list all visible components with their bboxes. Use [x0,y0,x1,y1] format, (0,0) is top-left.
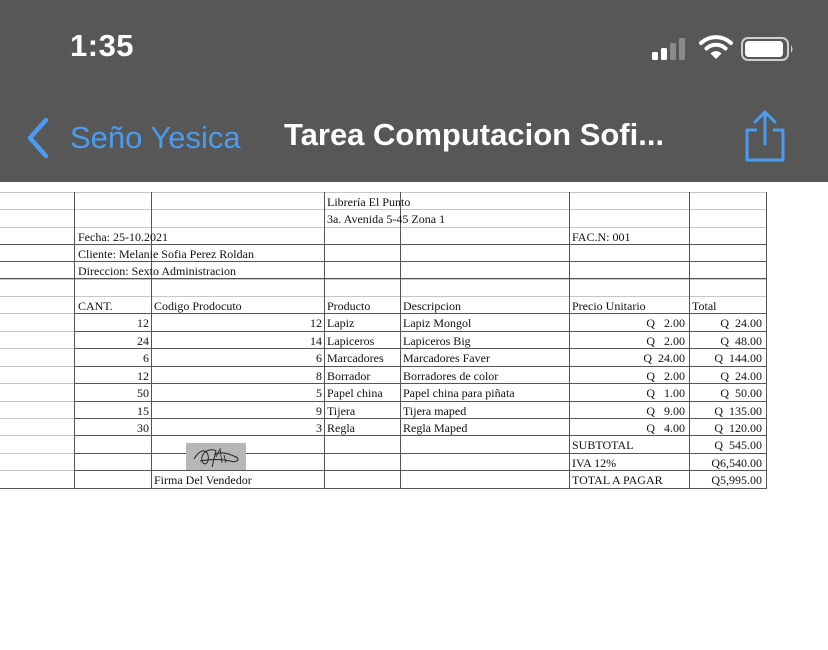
row-descripcion: Tijera maped [403,404,467,418]
row-descripcion: Regla Maped [403,421,468,435]
subtotal-value: Q 545.00 [714,438,762,452]
row-cant: 12 [137,316,149,330]
total-label: TOTAL A PAGAR [572,473,663,487]
iva-value: Q6,540.00 [711,456,762,470]
row-codigo: 8 [316,369,322,383]
share-icon[interactable] [742,110,788,164]
back-button[interactable] [22,112,241,164]
chevron-left-icon [22,116,56,160]
client-name: Cliente: Melanie Sofia Perez Roldan [78,247,254,261]
total-value: Q5,995.00 [711,473,762,487]
row-producto: Tijera [327,404,356,418]
signature-image [186,443,246,470]
row-descripcion: Papel china para piñata [403,386,515,400]
row-producto: Papel china [327,386,383,400]
row-codigo: 14 [310,334,322,348]
row-producto: Marcadores [327,351,384,365]
header-cant: CANT. [78,299,113,313]
back-label: Seño Yesica [70,120,241,155]
navigation-bar [0,0,828,182]
header-descripcion: Descripcion [403,299,461,313]
row-precio: Q 2.00 [646,316,685,330]
row-cant: 15 [137,404,149,418]
row-producto: Regla [327,421,355,435]
row-codigo: 12 [310,316,322,330]
header-precio: Precio Unitario [572,299,646,313]
row-precio: Q 1.00 [646,386,685,400]
row-precio: Q 24.00 [643,351,685,365]
row-codigo: 9 [316,404,322,418]
row-descripcion: Lapiceros Big [403,334,471,348]
row-cant: 24 [137,334,149,348]
row-codigo: 5 [316,386,322,400]
wifi-icon [699,34,733,60]
row-total: Q 144.00 [714,351,762,365]
cellular-signal-icon [652,38,692,60]
header-producto: Producto [327,299,371,313]
row-producto: Lapiceros [327,334,375,348]
row-producto: Lapiz [327,316,355,330]
subtotal-label: SUBTOTAL [572,438,634,452]
header-total: Total [692,299,717,313]
header-codigo: Codigo Prodocuto [154,299,242,313]
row-descripcion: Lapiz Mongol [403,316,472,330]
signature-scribble-icon [186,443,246,470]
store-address: 3a. Avenida 5-45 Zona 1 [327,212,446,226]
row-precio: Q 2.00 [646,334,685,348]
row-cant: 30 [137,421,149,435]
row-cant: 6 [143,351,149,365]
row-total: Q 48.00 [720,334,762,348]
invoice-number: FAC.N: 001 [572,230,631,244]
row-producto: Borrador [327,369,371,383]
row-total: Q 135.00 [714,404,762,418]
status-time: 1:35 [70,28,135,63]
row-total: Q 50.00 [720,386,762,400]
row-descripcion: Marcadores Faver [403,351,490,365]
row-codigo: 3 [316,421,322,435]
row-total: Q 120.00 [714,421,762,435]
row-cant: 12 [137,369,149,383]
client-direction: Direccion: Sexto Administracion [78,264,236,278]
row-total: Q 24.00 [720,316,762,330]
battery-icon [741,37,795,61]
document-title: Tarea Computacion Sofi... [284,117,665,152]
iva-label: IVA 12% [572,456,617,470]
row-precio: Q 9.00 [646,404,685,418]
invoice-date: Fecha: 25-10.2021 [78,230,168,244]
row-total: Q 24.00 [720,369,762,383]
store-name: Librería El Punto [327,195,411,209]
row-precio: Q 4.00 [646,421,685,435]
signature-label: Firma Del Vendedor [154,473,252,487]
row-codigo: 6 [316,351,322,365]
row-cant: 50 [137,386,149,400]
row-descripcion: Borradores de color [403,369,499,383]
row-precio: Q 2.00 [646,369,685,383]
